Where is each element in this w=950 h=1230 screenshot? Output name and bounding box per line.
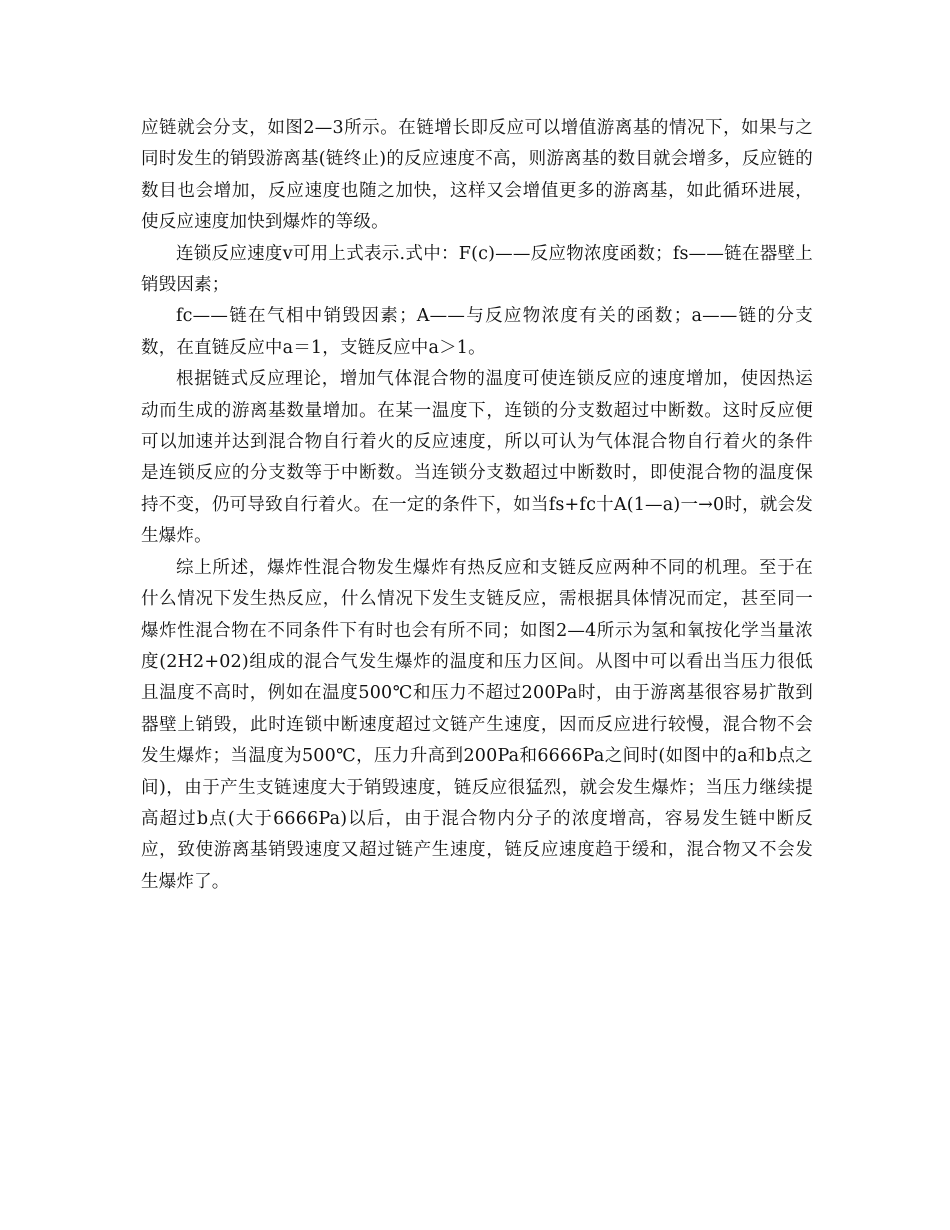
paragraph-formula-variables: fc——链在气相中销毁因素；A——与反应物浓度有关的函数；a——链的分支数，在直链反应中a＝1，支链反应中a＞1。 (141, 306, 813, 358)
paragraph-chain-branching: 应链就会分支，如图2—3所示。在链增长即反应可以增值游离基的情况下，如果与之同时发生的销毁游离基(链终止)的反应速度不高，则游离基的数目就会增多，反应链的数目也会增加，反应速度也随之加快，这样又会增值更多的游离基，如此循环进展，使反应速度加快到爆炸的等级。 (141, 118, 813, 233)
document-body (141, 113, 813, 898)
paragraph-summary-hydrogen-oxygen: 综上所述，爆炸性混合物发生爆炸有热反应和支链反应两种不同的机理。至于在什么情况下发生热反应，什么情况下发生支链反应，需根据具体情况而定，甚至同一爆炸性混合物在不同条件下有时也会有所不同；如图2—4所示为氢和氧按化学当量浓度(2H2+02)组成的混合气发生爆炸的温度和压力区间。从图中可以看出当压力很低且温度不高时，例如在温度500℃和压力不超过200Pa时，由于游离基很容易扩散到器壁上销毁，此时连锁中断速度超过文链产生速度，因而反应进行较慢，混合物不会发生爆炸；当温度为500℃，压力升高到200Pa和6666Pa之间时(如图中的a和b点之间)，由于产生支链速度大于销毁速度，链反应很猛烈，就会发生爆炸；当压力继续提高超过b点(大于6666Pa)以后，由于混合物内分子的浓度增高，容易发生链中断反应，致使游离基销毁速度又超过链产生速度，链反应速度趋于缓和，混合物又不会发生爆炸了。 (141, 557, 813, 892)
paragraph-reaction-rate-formula: 连锁反应速度v可用上式表示.式中：F(c)——反应物浓度函数；fs——链在器壁上销毁因素； (141, 243, 813, 296)
paragraph-chain-reaction-theory: 根据链式反应理论，增加气体混合物的温度可使连锁反应的速度增加，使因热运动而生成的游离基数量增加。在某一温度下，连锁的分支数超过中断数。这时反应便可以加速并达到混合物自行着火的反应速度，所以可认为气体混合物自行着火的条件是连锁反应的分支数等于中断数。当连锁分支数超过中断数时，即使混合物的温度保持不变，仍可导致自行着火。在一定的条件下，如当fs+fc十A(1—a)一→0时，就会发生爆炸。 (141, 369, 813, 547)
